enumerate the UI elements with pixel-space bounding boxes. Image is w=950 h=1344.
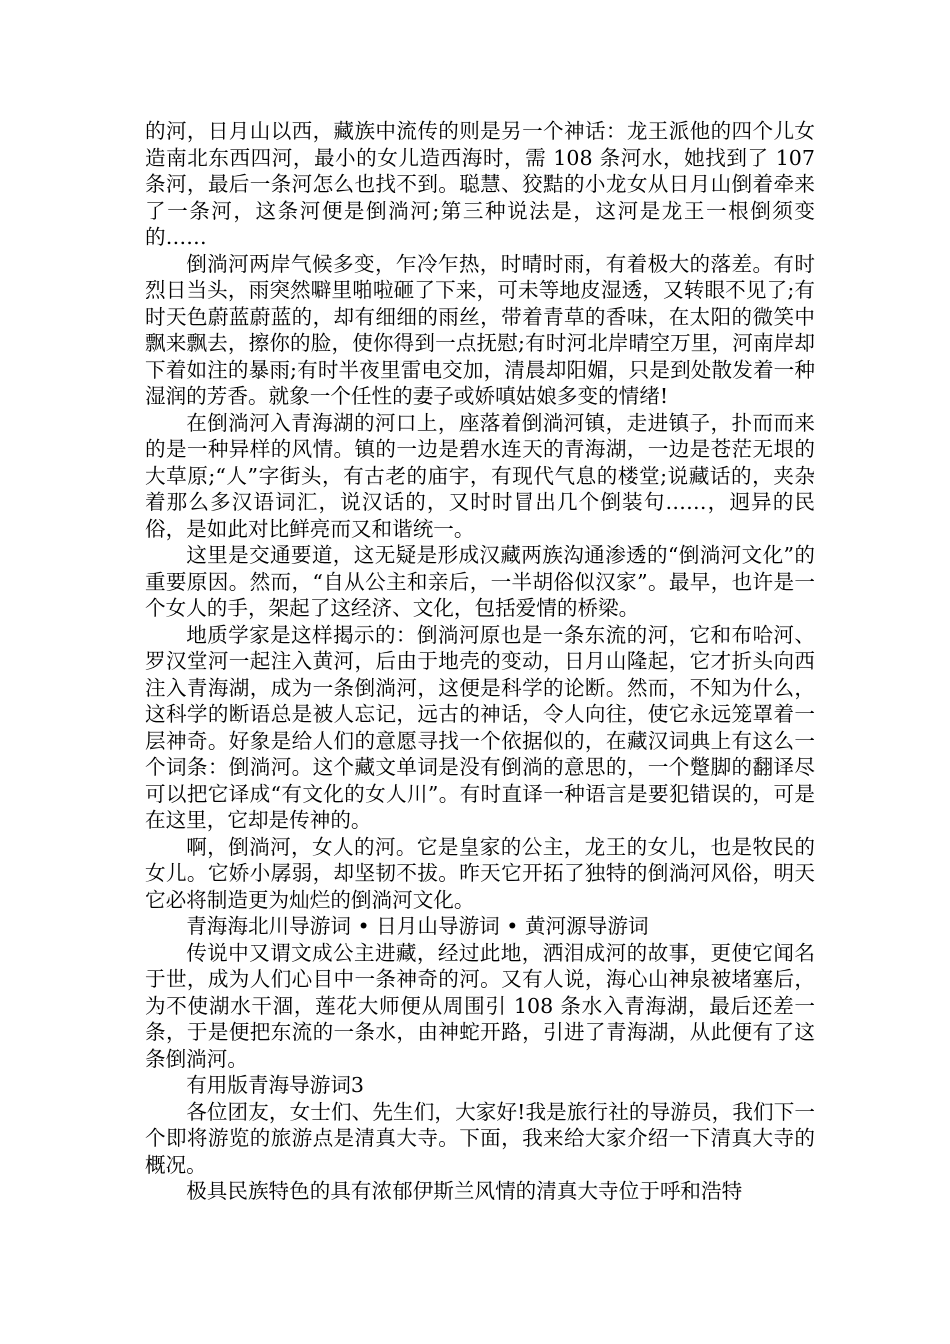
paragraph-crossroads: 这里是交通要道，这无疑是形成汉藏两族沟通渗透的“倒淌河文化”的重要原因。然而，“自从公主和亲后，一半胡俗似汉家”。最早，也许是一个女人的手，架起了这经济、文化，包括爱情的桥梁。 bbox=[145, 543, 815, 620]
paragraph-town: 在倒淌河入青海湖的河口上，座落着倒淌河镇，走进镇子，扑而而来的是一种异样的风情。镇的一边是碧水连天的青海湖，一边是苍茫无垠的大草原;“人”字街头，有古老的庙宇，有现代气息的楼堂;说藏话的，夹杂着那么多汉语词汇，说汉话的，又时时冒出几个倒装句……，迥异的民俗，是如此对比鲜亮而又和谐统一。 bbox=[145, 410, 815, 541]
paragraph-womans-river: 啊，倒淌河，女人的河。它是皇家的公主，龙王的女儿，也是牧民的女儿。它娇小孱弱，却坚韧不拔。昨天它开拓了独特的倒淌河风俗，明天它必将制造更为灿烂的倒淌河文化。 bbox=[145, 834, 815, 912]
section-heading: 有用版青海导游词3 bbox=[186, 1073, 365, 1097]
paragraph-legend-continuation: 的河，日月山以西，藏族中流传的则是另一个神话：龙王派他的四个儿女造南北东西四河，最小的女儿造西海时，需 108 条河水，她找到了 107 条河，最后一条河怎么也找不到。聪慧、狡黠的小龙女从日月山倒着牵来了一条河，这条河便是倒淌河;第三种说法是，这河是龙王一根倒须变的…… bbox=[145, 119, 815, 249]
document-page bbox=[145, 118, 815, 1205]
related-links-line: 青海海北川导游词 • 日月山导游词 • 黄河源导游词 bbox=[186, 914, 649, 938]
paragraph-mosque-intro: 极具民族特色的具有浓郁伊斯兰风情的清真大寺位于呼和浩特 bbox=[186, 1179, 743, 1203]
paragraph-greeting: 各位团友，女士们、先生们，大家好!我是旅行社的导游员，我们下一个即将游览的旅游点是清真大寺。下面，我来给大家介绍一下清真大寺的概况。 bbox=[145, 1099, 815, 1177]
paragraph-princess-legend: 传说中又谓文成公主进藏，经过此地，洒泪成河的故事，更使它闻名于世，成为人们心目中一条神奇的河。又有人说，海心山神泉被堵塞后，为不使湖水干涸，莲花大师便从周围引 108 条水入青海湖，最后还差一条，于是便把东流的一条水，由神蛇开路，引进了青海湖，从此便有了这条倒淌河。 bbox=[145, 940, 815, 1071]
paragraph-geology: 地质学家是这样揭示的：倒淌河原也是一条东流的河，它和布哈河、罗汉堂河一起注入黄河，后由于地壳的变动，日月山隆起，它才折头向西注入青海湖，成为一条倒淌河，这便是科学的论断。然而，不知为什么，这科学的断语总是被人忘记，远古的神话，令人向往，使它永远笼罩着一层神奇。好象是给人们的意愿寻找一个依据似的，在藏汉词典上有这么一个词条：倒淌河。这个藏文单词是没有倒淌的意思的，一个蹩脚的翻译尽可以把它译成“有文化的女人川”。有时直译一种语言是要犯错误的，可是在这里，它却是传神的。 bbox=[145, 622, 815, 832]
paragraph-climate: 倒淌河两岸气候多变，乍冷乍热，时晴时雨，有着极大的落差。有时烈日当头，雨突然噼里啪啦砸了下来，可未等地皮湿透，又转眼不见了;有时天色蔚蓝蔚蓝的，却有细细的雨丝，带着青草的香味，在太阳的微笑中飘来飘去，擦你的脸，使你得到一点抚慰;有时河北岸晴空万里，河南岸却下着如注的暴雨;有时半夜里雷电交加，清晨却阳媚，只是到处散发着一种湿润的芳香。就象一个任性的妻子或娇嗔姑娘多变的情绪! bbox=[145, 251, 815, 408]
